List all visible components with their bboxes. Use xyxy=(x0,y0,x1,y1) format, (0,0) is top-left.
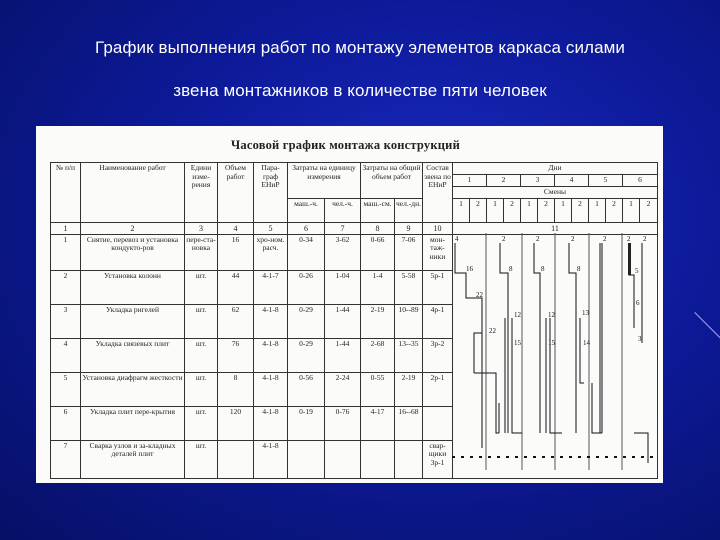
cell-volume xyxy=(218,440,254,478)
cell-man-total: 10--89 xyxy=(395,304,423,338)
cell-unit: шт. xyxy=(185,338,218,372)
cell-man-total: 13--35 xyxy=(395,338,423,372)
cell-mach-unit: 0-34 xyxy=(288,234,325,270)
gantt-label: 22 xyxy=(489,327,496,335)
cell-paragraph: 4-1-8 xyxy=(254,338,288,372)
gantt-label: 14 xyxy=(583,339,590,347)
cell-crew xyxy=(423,406,453,440)
cell-no: 3 xyxy=(51,304,81,338)
column-number: 1 xyxy=(51,222,81,234)
column-number: 9 xyxy=(395,222,423,234)
cell-man-unit: 3-62 xyxy=(325,234,361,270)
shift: 1 xyxy=(453,198,470,222)
gantt-label: 2 xyxy=(627,235,631,243)
cell-mach-unit: 0-19 xyxy=(288,406,325,440)
day-5: 5 xyxy=(589,175,623,187)
gantt-label: 15 xyxy=(548,339,555,347)
cell-man-total: 16--68 xyxy=(395,406,423,440)
gantt-label: 12 xyxy=(548,311,555,319)
header-days: Дни xyxy=(453,163,658,175)
shift: 2 xyxy=(606,198,623,222)
cell-name: Укладка связевых плит xyxy=(81,338,185,372)
cell-man-total: 7-06 xyxy=(395,234,423,270)
header-unit: Едини изме-рения xyxy=(185,163,218,223)
cell-mach-total: 2-68 xyxy=(361,338,395,372)
cell-paragraph: 4-1-8 xyxy=(254,406,288,440)
shift: 2 xyxy=(538,198,555,222)
gantt-label: 15 xyxy=(514,339,521,347)
cell-name: Установка колонн xyxy=(81,270,185,304)
gantt-label: 8 xyxy=(509,265,513,273)
cell-no: 5 xyxy=(51,372,81,406)
column-number: 6 xyxy=(288,222,325,234)
cell-mach-total xyxy=(361,440,395,478)
day-1: 1 xyxy=(453,175,487,187)
cell-mach-total: 0-55 xyxy=(361,372,395,406)
column-number: 7 xyxy=(325,222,361,234)
cell-mach-unit: 0-56 xyxy=(288,372,325,406)
cell-mach-unit xyxy=(288,440,325,478)
cell-crew: 2р-1 xyxy=(423,372,453,406)
gantt-label: 6 xyxy=(636,299,640,307)
shift: 1 xyxy=(589,198,606,222)
cell-unit: шт. xyxy=(185,440,218,478)
cell-man-unit: 1-04 xyxy=(325,270,361,304)
column-number: 11 xyxy=(453,222,658,234)
cell-no: 7 xyxy=(51,440,81,478)
cell-mach-unit: 0-29 xyxy=(288,304,325,338)
cell-unit: шт. xyxy=(185,270,218,304)
cell-name: Укладка ригелей xyxy=(81,304,185,338)
header-no: № п/п xyxy=(51,163,81,223)
shift: 1 xyxy=(555,198,572,222)
header-name: Наименование работ xyxy=(81,163,185,223)
decorative-streak xyxy=(694,312,720,341)
header-cost-unit: Затраты на единицу измерения xyxy=(288,163,361,199)
cell-man-unit: 1-44 xyxy=(325,338,361,372)
cell-volume: 120 xyxy=(218,406,254,440)
day-6: 6 xyxy=(623,175,658,187)
cell-man-total: 2-19 xyxy=(395,372,423,406)
cell-no: 4 xyxy=(51,338,81,372)
gantt-label: 2 xyxy=(536,235,540,243)
cell-crew: мон-таж-ники xyxy=(423,234,453,270)
column-number: 8 xyxy=(361,222,395,234)
cell-no: 1 xyxy=(51,234,81,270)
header-cost-total: Затраты на общий объем работ xyxy=(361,163,423,199)
cell-man-unit: 2-24 xyxy=(325,372,361,406)
day-3: 3 xyxy=(521,175,555,187)
gantt-label: 2 xyxy=(643,235,647,243)
shift: 1 xyxy=(487,198,504,222)
gantt-label: 4 xyxy=(455,235,459,243)
cell-unit: пере-ста-новка xyxy=(185,234,218,270)
cell-no: 2 xyxy=(51,270,81,304)
shift: 2 xyxy=(640,198,658,222)
cell-crew: 3р-2 xyxy=(423,338,453,372)
shift: 2 xyxy=(572,198,589,222)
shift: 2 xyxy=(470,198,487,222)
header-mach-hours: маш.-ч. xyxy=(288,198,325,222)
cell-volume: 62 xyxy=(218,304,254,338)
cell-mach-unit: 0-26 xyxy=(288,270,325,304)
cell-no: 6 xyxy=(51,406,81,440)
cell-paragraph: 4-1-7 xyxy=(254,270,288,304)
cell-volume: 76 xyxy=(218,338,254,372)
gantt-label: 8 xyxy=(577,265,581,273)
gantt-label: 2 xyxy=(502,235,506,243)
cell-mach-total: 4-17 xyxy=(361,406,395,440)
slide-title-line-1: График выполнения работ по монтажу элементов каркаса силами xyxy=(94,38,626,57)
shift: 2 xyxy=(504,198,521,222)
cell-unit: шт. xyxy=(185,406,218,440)
cell-paragraph: 4-1-8 xyxy=(254,372,288,406)
gantt-cycle-diagram xyxy=(452,233,657,470)
cell-volume: 44 xyxy=(218,270,254,304)
header-volume: Объем работ xyxy=(218,163,254,223)
gantt-label: 5 xyxy=(635,267,639,275)
gantt-label: 22 xyxy=(476,291,483,299)
cell-crew: 4р-1 xyxy=(423,304,453,338)
cell-volume: 16 xyxy=(218,234,254,270)
cell-unit: шт. xyxy=(185,372,218,406)
cell-volume: 8 xyxy=(218,372,254,406)
cell-name: Снятие, перевоз и установка кондукто-ров xyxy=(81,234,185,270)
header-man-days: чел.-дн. xyxy=(395,198,423,222)
cell-man-total: 5-58 xyxy=(395,270,423,304)
cell-man-unit: 0-76 xyxy=(325,406,361,440)
cell-paragraph: 4-1-8 xyxy=(254,304,288,338)
header-crew: Состав звена по ЕНиР xyxy=(423,163,453,223)
gantt-label: 2 xyxy=(571,235,575,243)
cell-mach-unit: 0-29 xyxy=(288,338,325,372)
gantt-label: 12 xyxy=(514,311,521,319)
column-number: 2 xyxy=(81,222,185,234)
cell-mach-total: 0-66 xyxy=(361,234,395,270)
column-number: 10 xyxy=(423,222,453,234)
header-mach-shifts: маш.-см. xyxy=(361,198,395,222)
day-4: 4 xyxy=(555,175,589,187)
cell-name: Укладка плит пере-крытия xyxy=(81,406,185,440)
header-shifts: Смены xyxy=(453,187,658,199)
cell-name: Установка диафрагм жесткости xyxy=(81,372,185,406)
gantt-label: 3 xyxy=(638,335,642,343)
document-title: Часовой график монтажа конструкций xyxy=(231,138,460,152)
gantt-label: 2 xyxy=(603,235,607,243)
cell-unit: шт. xyxy=(185,304,218,338)
cell-man-unit: 1-44 xyxy=(325,304,361,338)
shift: 1 xyxy=(521,198,538,222)
gantt-label: 13 xyxy=(582,309,589,317)
cell-mach-total: 2-19 xyxy=(361,304,395,338)
cell-name: Сварка узлов и за-кладных деталей плит xyxy=(81,440,185,478)
gantt-label: 8 xyxy=(541,265,545,273)
cell-paragraph: 4-1-8 xyxy=(254,440,288,478)
cell-crew: 5р-1 xyxy=(423,270,453,304)
gantt-label: 16 xyxy=(466,265,473,273)
cell-paragraph: хро-ном. расч. xyxy=(254,234,288,270)
column-number: 5 xyxy=(254,222,288,234)
cell-crew: свар-щики 3р-1 xyxy=(423,440,453,478)
cell-man-total xyxy=(395,440,423,478)
column-number: 4 xyxy=(218,222,254,234)
slide-title-line-2: звена монтажников в количестве пяти человек xyxy=(173,81,547,100)
header-paragraph: Пара-граф ЕНиР xyxy=(254,163,288,223)
column-number: 3 xyxy=(185,222,218,234)
header-man-hours: чел.-ч. xyxy=(325,198,361,222)
shift: 1 xyxy=(623,198,640,222)
cell-man-unit xyxy=(325,440,361,478)
cell-mach-total: 1-4 xyxy=(361,270,395,304)
day-2: 2 xyxy=(487,175,521,187)
scanned-document xyxy=(36,126,663,483)
